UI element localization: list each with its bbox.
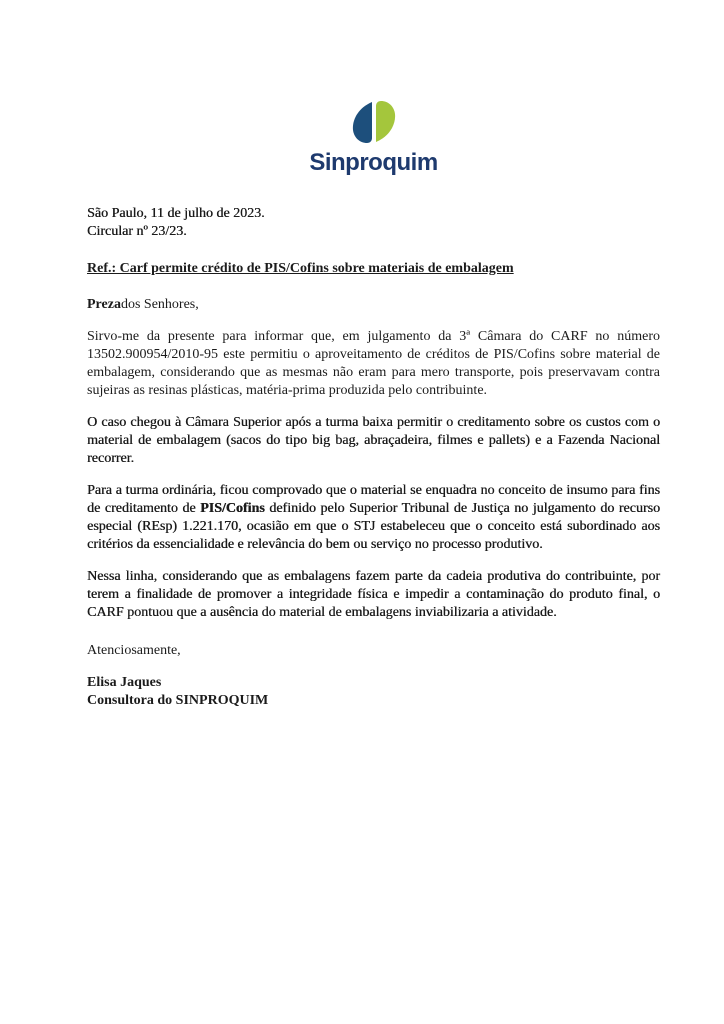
sinproquim-logo-icon xyxy=(350,100,398,144)
paragraph-1: Sirvo-me da presente para informar que, em julgamento da 3ª Câmara do CARF no número 13502.900954/2010-95 este permitiu o aproveitamento de créditos de PIS/Cofins sobre material de embalagem, considerando que as mesmas não eram para mero transporte, pois preservavam contra sujeiras as resinas plásticas, matéria-prima produzida pelo contribuinte. xyxy=(87,329,660,399)
signature-block xyxy=(87,674,660,710)
salutation-bold-part: Preza xyxy=(87,297,121,313)
paragraph-3-pre: Para a turma ordinária, ficou comprovado que o material se enquadra no conceito de insumo para fins de creditamento de xyxy=(87,483,660,517)
salutation-regular-part: dos Senhores, xyxy=(120,297,199,313)
paragraph-3-bold: PIS/Cofins xyxy=(200,501,265,517)
circular-number: Circular nº 23/23. xyxy=(87,224,187,240)
signature-name: Elisa Jaques xyxy=(87,675,162,691)
salutation xyxy=(87,296,660,314)
letter-content xyxy=(87,0,660,710)
paragraph-3 xyxy=(87,482,660,554)
paragraph-3-post: definido pelo Superior Tribunal de Justiça no julgamento do recurso especial (REsp) 1.221.170, ocasião em que o STJ estabeleceu que o conceito está subordinado aos critérios da essencialidade e relevância do bem ou serviço no processo produtivo. xyxy=(87,501,660,553)
closing: Atenciosamente, xyxy=(87,643,181,659)
dateline: São Paulo, 11 de julho de 2023. xyxy=(87,206,265,222)
subject-line: Ref.: Carf permite crédito de PIS/Cofins sobre materiais de embalagem xyxy=(87,261,514,277)
paragraph-2: O caso chegou à Câmara Superior após a turma baixa permitir o creditamento sobre os custos com o material de embalagem (sacos do tipo big bag, abraçadeira, filmes e pallets) e a Fazenda Nacional recorrer. xyxy=(87,415,660,467)
paragraph-4: Nessa linha, considerando que as embalagens fazem parte da cadeia produtiva do contribuinte, por terem a finalidade de promover a integridade física e impedir a contaminação do produto final, o CARF pontuou que a ausência do material de embalagens inviabilizaria a atividade. xyxy=(87,569,660,621)
signature-title: Consultora do SINPROQUIM xyxy=(87,693,269,709)
sinproquim-logo xyxy=(87,100,660,175)
dateline-block xyxy=(87,205,660,241)
sinproquim-wordmark: Sinproquim xyxy=(309,149,438,176)
